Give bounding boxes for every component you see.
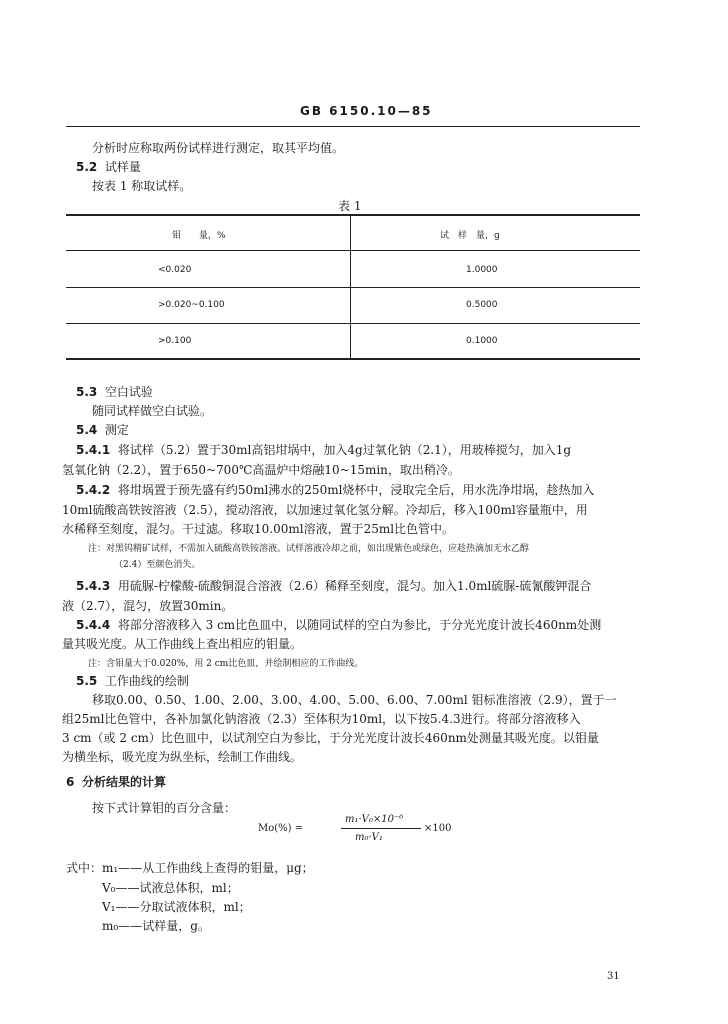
section-5-3-heading <box>76 383 153 400</box>
paragraph-text: 将试样（5.2）置于30ml高铝坩埚中，加入4g过氧化钠（2.1），用玻棒搅匀，加入1g <box>117 443 572 457</box>
section-title: 分析结果的计算 <box>82 775 167 789</box>
symbols-line-m1 <box>66 859 314 876</box>
section-5-4-3-line2: 液（2.7），混匀，放置30min。 <box>62 599 234 613</box>
section-5-4-1-line2: 氢氧化钠（2.2），置于650~700℃高温炉中熔融10~15min，取出稍冷。 <box>62 463 460 477</box>
paragraph-text: 用硫脲-柠檬酸-硫酸铜混合溶液（2.6）稀释至刻度，混匀。加入1.0ml硫脲-硫氰酸钾混合 <box>117 579 592 593</box>
section-5-4-2-line2: 10ml硫酸高铁铵溶液（2.5），搅动溶液，以加速过氧化氢分解。冷却后，移入100ml容量瓶中，用 <box>62 503 588 517</box>
section-5-4-2-line1 <box>76 481 594 498</box>
note-5-4-4: 注：含钼量大于0.020%，用 2 cm比色皿，并绘制相应的工作曲线。 <box>88 659 364 669</box>
section-5-4-4-line1 <box>76 616 601 633</box>
section-5-5-line1: 移取0.00、0.50、1.00、2.00、3.00、4.00、5.00、6.00、7.00ml 钼标准溶液（2.9），置于一 <box>92 693 617 707</box>
section-5-4-2-line3: 水稀释至刻度，混匀。干过滤。移取10.00ml溶液，置于25ml比色管中。 <box>62 522 455 536</box>
table-row-rule <box>66 287 640 288</box>
section-title: 空白试验 <box>104 385 153 399</box>
section-5-5-line3: 3 cm（或 2 cm）比色皿中，以试剂空白为参比，于分光光度计波长460nm处测量其吸光度。以钼量 <box>62 731 599 745</box>
section-number: 5.2 <box>76 160 98 174</box>
section-number: 6 <box>66 775 75 789</box>
section-6-heading <box>66 773 166 790</box>
formula-fraction-bar <box>341 828 421 829</box>
section-number: 5.4.1 <box>76 443 111 457</box>
symbol-m1: m₁——从工作曲线上查得的钼量，μg； <box>102 861 314 875</box>
section-5-4-heading <box>76 421 129 438</box>
symbol-v0: V₀——试液总体积，ml； <box>102 881 239 895</box>
table-bottom-rule <box>66 358 640 360</box>
paragraph-text: 将部分溶液移入 3 cm比色皿中，以随同试样的空白为参比，于分光光度计波长460nm处测 <box>117 618 602 632</box>
table-header-rule <box>66 250 640 251</box>
table-row-rule <box>66 323 640 324</box>
section-5-5-heading <box>76 672 189 689</box>
symbol-m0: m₀——试样量，g。 <box>102 919 210 933</box>
note-5-4-2-line1: 注：对黑钨精矿试样，不需加入硫酸高铁铵溶液。试样溶液冷却之前，如出现紫色或绿色，应趁热滴加无水乙醇 <box>88 544 530 554</box>
section-number: 5.3 <box>76 385 98 399</box>
table-cell: 0.1000 <box>466 336 498 346</box>
table-cell: >0.100 <box>158 336 192 346</box>
section-number: 5.4 <box>76 423 98 437</box>
note-5-4-2-line2: （2.4）至颜色消失。 <box>114 560 201 570</box>
section-number: 5.4.3 <box>76 579 111 593</box>
section-title: 测定 <box>104 423 129 437</box>
table-cell: <0.020 <box>158 265 192 275</box>
table-cell: 1.0000 <box>466 265 498 275</box>
table-caption: 表 1 <box>338 199 362 213</box>
table-cell: 0.5000 <box>466 300 498 310</box>
section-number: 5.4.4 <box>76 618 111 632</box>
page-number: 31 <box>607 971 620 982</box>
table-cell: >0.020~0.100 <box>158 300 225 310</box>
symbols-lead: 式中： <box>66 861 103 875</box>
symbol-v1: V₁——分取试液体积，ml； <box>102 900 251 914</box>
intro-text: 分析时应称取两份试样进行测定，取其平均值。 <box>92 141 345 155</box>
formula-lhs: Mo(%) = <box>258 823 304 834</box>
section-5-4-3-line1 <box>76 577 591 594</box>
formula-denominator: m₀·V₁ <box>355 832 383 843</box>
section-title: 试样量 <box>104 160 141 174</box>
standard-number: GB 6150.10—85 <box>300 104 433 118</box>
section-5-3-text: 随同试样做空白试验。 <box>92 404 213 418</box>
section-number: 5.4.2 <box>76 483 111 497</box>
section-6-text: 按下式计算钼的百分含量： <box>92 801 237 815</box>
section-5-4-4-line2: 量其吸光度。从工作曲线上查出相应的钼量。 <box>62 637 303 651</box>
table-header-molybdenum: 钼 量，% <box>172 231 226 241</box>
formula-numerator: m₁·V₀×10⁻⁶ <box>345 814 404 825</box>
header-rule <box>66 126 640 127</box>
section-title: 工作曲线的绘制 <box>104 674 189 688</box>
section-number: 5.5 <box>76 674 98 688</box>
formula-rhs: ×100 <box>424 823 452 834</box>
section-5-5-line4: 为横坐标，吸光度为纵坐标，绘制工作曲线。 <box>62 750 303 764</box>
table-header-sample-mass: 试 样 量，g <box>440 231 500 241</box>
section-5-5-line2: 组25ml比色管中，各补加氯化钠溶液（2.3）至体积为10ml，以下按5.4.3进行。将部分溶液移入 <box>62 712 581 726</box>
section-5-2-heading <box>76 158 141 175</box>
section-5-2-text: 按表 1 称取试样。 <box>92 179 192 193</box>
table-top-rule <box>66 214 640 216</box>
paragraph-text: 将坩埚置于预先盛有约50ml沸水的250ml烧杯中，浸取完全后，用水洗净坩埚，趁热加入 <box>117 483 595 497</box>
section-5-4-1-line1 <box>76 441 571 458</box>
